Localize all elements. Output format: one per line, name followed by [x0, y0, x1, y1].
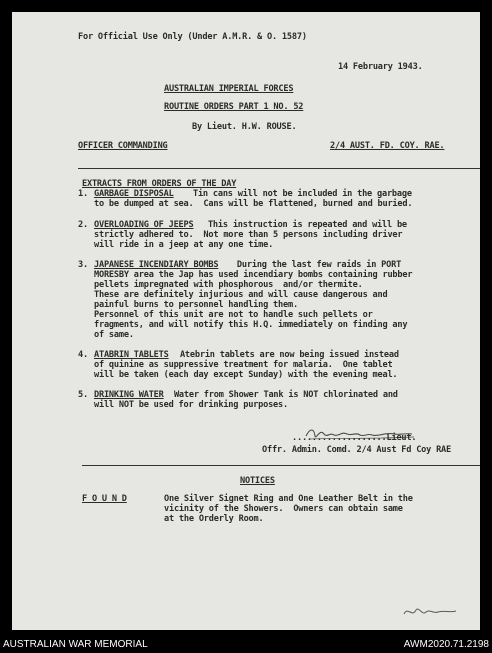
item-3-line-4: These are definitely injurious and will cause dangerous and	[94, 290, 388, 300]
found-line-3: at the Orderly Room.	[164, 514, 264, 524]
item-4-line-3: will be taken (each day except Sunday) with the evening meal.	[94, 370, 398, 380]
item-3-line-7: fragments, and will notify this H.Q. immediately on finding any	[94, 320, 408, 330]
item-4-line-2: of quinine as suppressive treatment for malaria. One tablet	[94, 360, 393, 370]
item-3-line-2: MORESBY area the Jap has used incendiary bombs containing rubber	[94, 270, 413, 280]
header-rule	[78, 168, 480, 169]
item-3-line-5: painful burns to personnel handling them.	[94, 300, 298, 310]
extracts-heading: EXTRACTS FROM ORDERS OF THE DAY	[82, 179, 237, 189]
signature-title: Offr. Admin. Comd. 2/4 Aust Fd Coy RAE	[262, 445, 452, 455]
unit-code: 2/4 AUST. FD. COY. RAE.	[330, 141, 445, 151]
item-4-number: 4.	[78, 350, 88, 360]
notices-heading: NOTICES	[240, 476, 275, 486]
archive-footer	[0, 636, 492, 653]
item-3-number: 3.	[78, 260, 88, 270]
item-4-line-1: Atebrin tablets are now being issued instead	[170, 350, 399, 360]
item-5-number: 5.	[78, 390, 88, 400]
unit-title: AUSTRALIAN IMPERIAL FORCES	[164, 84, 294, 94]
item-3-line-1: During the last few raids in PORT	[222, 260, 402, 270]
item-2-line-1: This instruction is repeated and will be	[198, 220, 407, 230]
document-date: 14 February 1943.	[338, 62, 423, 72]
item-3-line-6: Personnel of this unit are not to handle such pellets or	[94, 310, 373, 320]
footer-institution: AUSTRALIAN WAR MEMORIAL	[3, 639, 148, 650]
footer-accession-number: AWM2020.71.2198	[403, 639, 489, 650]
item-3-line-3: pellets impregnated with phosphorous and/or thermite.	[94, 280, 363, 290]
item-2-line-3: will ride in a jeep at any one time.	[94, 240, 274, 250]
officer-commanding: OFFICER COMMANDING	[78, 141, 168, 151]
document-page	[12, 12, 480, 630]
item-2-line-2: strictly adhered to. Not more than 5 persons including driver	[94, 230, 403, 240]
orders-title: ROUTINE ORDERS PART 1 NO. 52	[164, 102, 304, 112]
item-1-line-1: Tin cans will not be included in the garbage	[188, 189, 412, 199]
item-3-title: JAPANESE INCENDIARY BOMBS	[94, 260, 219, 270]
notices-rule	[82, 465, 480, 466]
signature-dots: ...................Lieut.	[292, 433, 417, 443]
item-1-line-2: to be dumped at sea. Cans will be flattened, burned and buried.	[94, 199, 413, 209]
initials-mark	[400, 604, 460, 620]
item-5-line-1: Water from Shower Tank is NOT chlorinated and	[164, 390, 398, 400]
by-line: By Lieut. H.W. ROUSE.	[192, 122, 297, 132]
item-5-line-2: will NOT be used for drinking purposes.	[94, 400, 288, 410]
found-line-1: One Silver Signet Ring and One Leather Belt in the	[164, 494, 413, 504]
item-3-line-8: of same.	[94, 330, 134, 340]
item-2-title: OVERLOADING OF JEEPS	[94, 220, 194, 230]
found-label: F O U N D	[82, 494, 127, 504]
found-line-2: vicinity of the Showers. Owners can obtain same	[164, 504, 403, 514]
item-5-title: DRINKING WATER	[94, 390, 164, 400]
item-1-title: GARBAGE DISPOSAL	[94, 189, 174, 199]
item-4-title: ATABRIN TABLETS	[94, 350, 169, 360]
item-1-number: 1.	[78, 189, 88, 199]
classification-line: For Official Use Only (Under A.M.R. & O. 1587)	[78, 32, 307, 42]
item-2-number: 2.	[78, 220, 88, 230]
